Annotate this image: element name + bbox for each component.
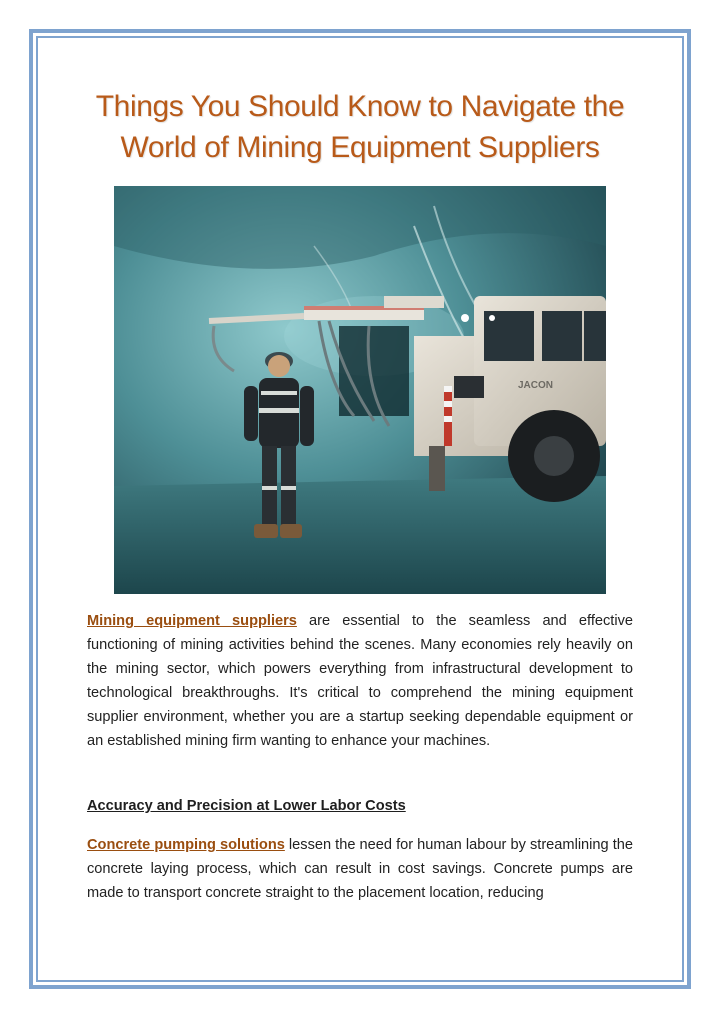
concrete-paragraph-text: lessen the need for human labour by streamlining the concrete laying process, which can result in cost savings. Concrete pumps are made to transport concrete straight to the placement location, reducing: [87, 837, 634, 901]
intro-paragraph-text: are essential to the seamless and effective functioning of mining activities behind the scenes. Many economies rely heavily on the mining sector, which powers everything from infrastructural development to technological breakthroughs. It's critical to comprehend the mining equipment supplier environment, whether you are a startup seeking dependable equipment or an established mining firm wanting to enhance your machines.: [87, 613, 633, 749]
mining-equipment-suppliers-link[interactable]: Mining equipment suppliers: [87, 613, 297, 629]
intro-paragraph: [87, 610, 633, 753]
mining-photo: [114, 186, 606, 594]
document-title: Things You Should Know to Navigate the World of Mining Equipment Suppliers: [95, 90, 625, 164]
vehicle-label: JACON: [518, 380, 554, 391]
mining-photo-illustration: [114, 186, 606, 594]
section-heading: Accuracy and Precision at Lower Labor Costs: [87, 798, 406, 814]
concrete-pumping-solutions-link[interactable]: Concrete pumping solutions: [87, 837, 285, 853]
concrete-paragraph: [87, 834, 633, 906]
